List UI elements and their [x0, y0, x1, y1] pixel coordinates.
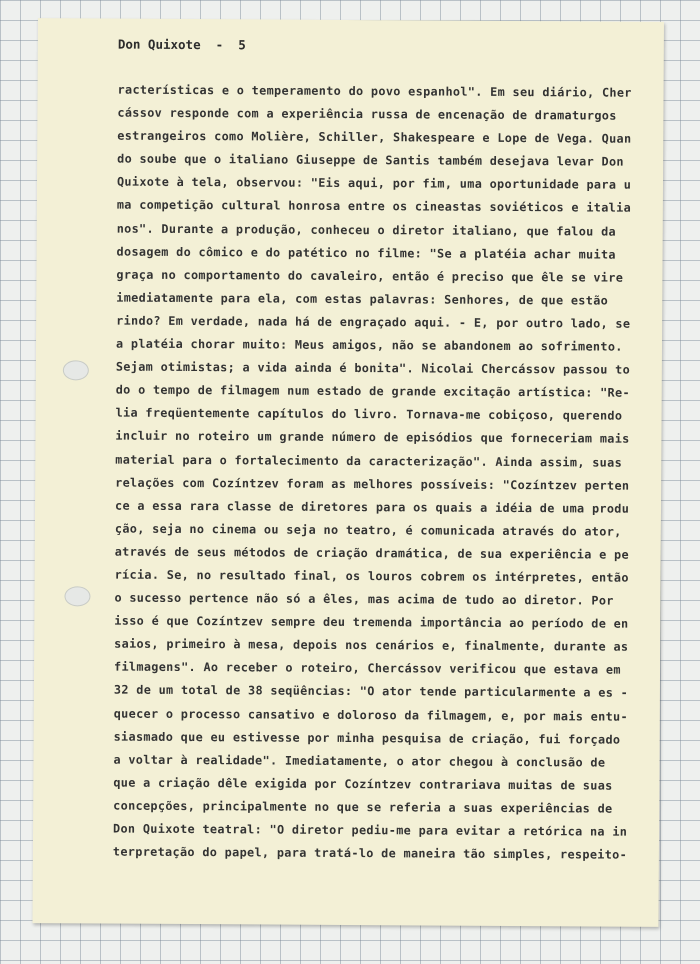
text-line: estrangeiros como Molière, Schiller, Shakespeare e Lope de Vega. Quan [117, 128, 632, 146]
text-line: saios, primeiro à mesa, depois nos cenários e, finalmente, durante as [114, 636, 629, 654]
text-line: o sucesso pertence não só a êles, mas acima de tudo ao diretor. Por [114, 590, 614, 608]
text-line: 32 de um total de 38 seqüências: "O ator tende particularmente a es - [113, 683, 629, 701]
text-line: que a criação dêle exigida por Cozíntzev contrariava muitas de suas [113, 775, 613, 793]
text-line: lia freqüentemente capítulos do livro. Tornava-me cobiçoso, querendo [115, 405, 623, 423]
text-line: a voltar à realidade". Imediatamente, o ator chegou à conclusão de [113, 752, 606, 770]
text-line: isso é que Cozíntzev sempre deu tremenda importância ao período de en [114, 613, 629, 631]
text-line: material para o fortalecimento da caracterização". Ainda assim, suas [115, 452, 623, 470]
text-line: dosagem do cômico e do patético no filme: "Se a platéia achar muita [116, 244, 616, 262]
text-line: do o tempo de filmagem num estado de grande excitação artística: "Re- [115, 382, 630, 400]
punch-hole [64, 586, 90, 606]
text-line: a platéia chorar muito: Meus amigos, não se abandonem ao sofrimento. [115, 336, 623, 354]
text-line: ção, seja no cinema ou seja no teatro, é comunicada através do ator, [114, 521, 622, 539]
text-line: imediatamente para ela, com estas palavras: Senhores, de que estão [116, 290, 609, 308]
typewritten-page [32, 18, 664, 927]
text-line: rindo? Em verdade, nada há de engraçado aqui. - E, por outro lado, se [116, 313, 631, 331]
text-line: siasmado que eu estivesse por minha pesquisa de criação, fui forçado [113, 729, 621, 747]
text-line: concepções, principalmente no que se referia a suas experiências de [113, 798, 613, 816]
text-line: ma competição cultural honrosa entre os cineastas soviéticos e italia [116, 198, 632, 216]
body-text [113, 79, 638, 867]
text-line: através de seus métodos de criação dramática, de sua experiência e pe [114, 544, 630, 562]
text-line: incluir no roteiro um grande número de episódios que forneceriam mais [115, 428, 630, 447]
text-line: quecer o processo cansativo e doloroso da filmagem, e, por mais entu- [113, 706, 629, 724]
text-line: racterísticas e o temperamento do povo espanhol". Em seu diário, Cher [117, 82, 632, 100]
text-line: rícia. Se, no resultado final, os louros cobrem os intérpretes, então [114, 567, 629, 585]
text-line: Quixote à tela, observou: "Eis aqui, por fim, uma oportunidade para u [116, 174, 632, 193]
text-line: Don Quixote teatral: "O diretor pediu-me para evitar a retórica na in [113, 821, 628, 839]
text-line: cássov responde com a experiência russa de encenação de dramaturgos [117, 105, 617, 123]
text-line: terpretação do papel, para tratá-lo de maneira tão simples, respeito- [112, 844, 628, 862]
text-line: ce a essa rara classe de diretores para os quais a idéia de uma produ [114, 498, 630, 516]
text-line: relações com Cozíntzev foram as melhores possíveis: "Cozíntzev perten [115, 475, 630, 493]
text-line: filmagens". Ao receber o roteiro, Chercássov verificou que estava em [114, 659, 621, 678]
punch-hole [63, 360, 89, 380]
text-line: do soube que o italiano Giuseppe de Santis também desejava levar Don [117, 151, 624, 169]
text-line: Sejam otimistas; a vida ainda é bonita". Nicolai Chercássov passou to [115, 359, 631, 377]
page-header: Don Quixote - 5 [117, 36, 246, 53]
text-line: nos". Durante a produção, conheceu o diretor italiano, que falou da [116, 221, 617, 239]
text-line: graça no comportamento do cavaleiro, então é preciso que êle se vire [116, 267, 624, 285]
